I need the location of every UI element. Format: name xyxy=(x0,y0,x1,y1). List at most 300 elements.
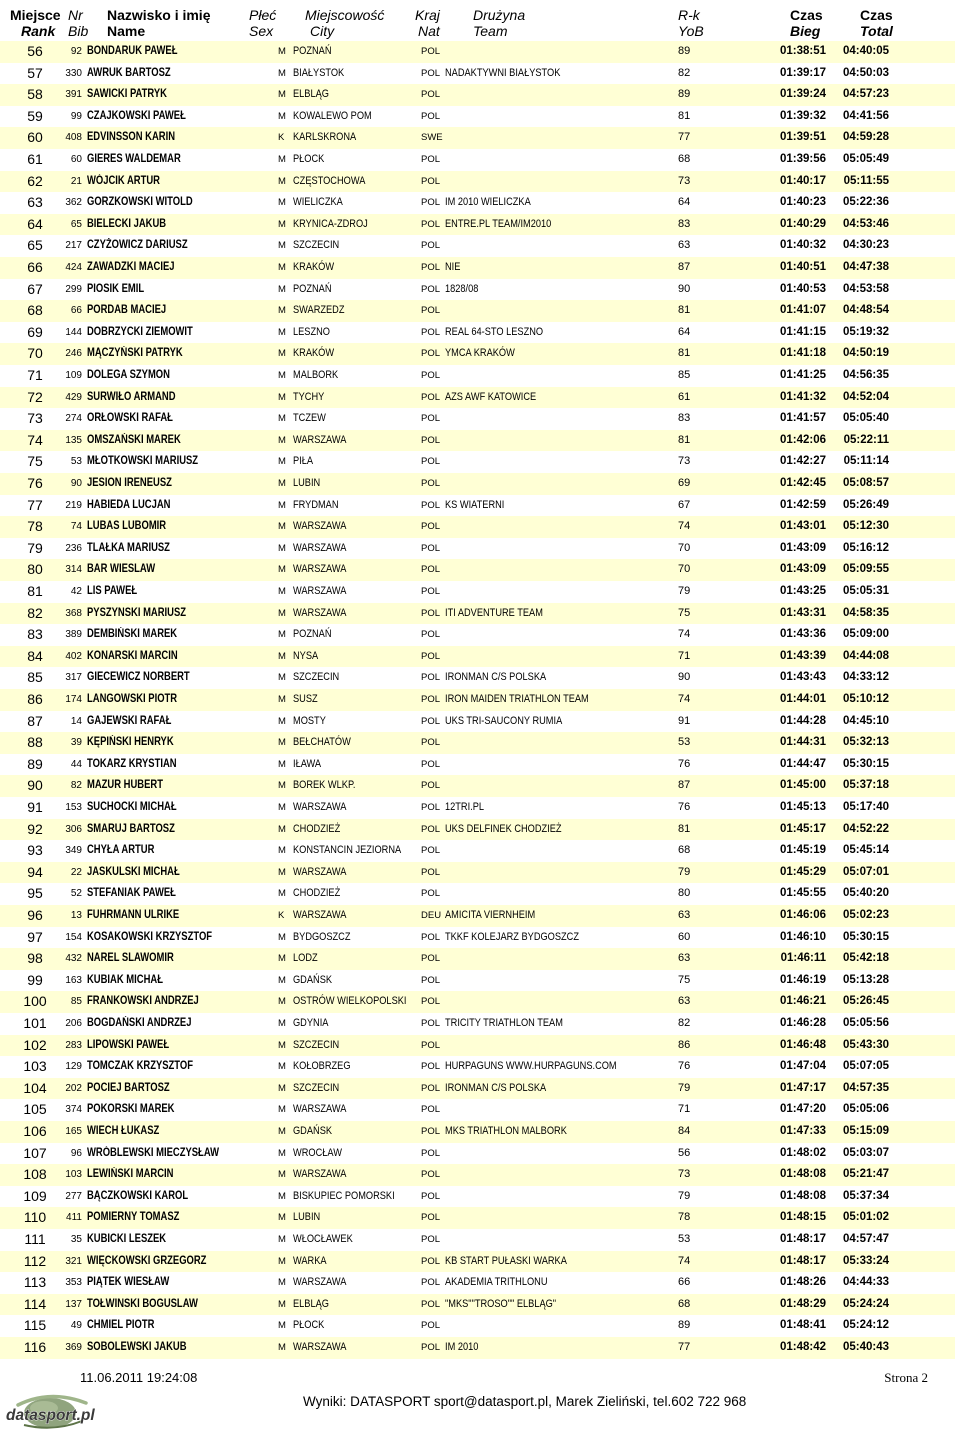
table-row xyxy=(0,732,955,754)
cell-yob: 74 xyxy=(678,693,691,705)
cell-bib: 90 xyxy=(70,478,82,489)
cell-city: SZCZECIN xyxy=(293,239,340,252)
cell-yob: 86 xyxy=(678,1038,691,1051)
cell-total: 05:01:02 xyxy=(842,1211,889,1224)
cell-total: 05:05:40 xyxy=(842,412,889,425)
cell-bib: 153 xyxy=(65,802,82,813)
cell-rank: 114 xyxy=(23,1295,47,1312)
cell-bib: 236 xyxy=(65,542,82,554)
cell-bib: 408 xyxy=(65,132,82,144)
cell-total: 05:05:31 xyxy=(842,585,889,597)
cell-bib: 330 xyxy=(65,67,82,79)
cell-total: 04:52:04 xyxy=(842,390,889,403)
table-row xyxy=(0,1164,955,1186)
cell-yob: 76 xyxy=(678,801,691,813)
header-label-en: Team xyxy=(473,23,508,39)
cell-name: AWRUK BARTOSZ xyxy=(87,66,171,79)
cell-yob: 63 xyxy=(678,239,691,252)
cell-rank: 112 xyxy=(23,1252,47,1269)
cell-bib: 109 xyxy=(65,370,82,381)
cell-team: MKS TRIATHLON MALBORK xyxy=(445,1125,567,1137)
cell-team: NIE xyxy=(445,261,461,273)
cell-city: BISKUPIEC POMORSKI xyxy=(293,1189,395,1202)
table-row xyxy=(0,1056,955,1078)
cell-nat: DEU xyxy=(421,910,442,921)
cell-total: 05:05:56 xyxy=(842,1017,889,1029)
cell-city: LODZ xyxy=(293,952,318,965)
cell-name: KONARSKI MARCIN xyxy=(87,649,178,662)
cell-team: NADAKTYWNI BIAŁYSTOK xyxy=(445,66,561,79)
cell-nat: POL xyxy=(421,1039,441,1051)
cell-bib: 411 xyxy=(66,1212,82,1224)
cell-nat: SWE xyxy=(421,132,443,144)
cell-bib: 154 xyxy=(65,931,82,943)
cell-city: KRAKÓW xyxy=(293,261,335,273)
cell-nat: POL xyxy=(421,607,441,619)
cell-name: WÓJCIK ARTUR xyxy=(87,174,160,187)
cell-name: FUHRMANN ULRIKE xyxy=(87,909,180,921)
cell-bieg: 01:46:48 xyxy=(779,1038,826,1051)
table-row xyxy=(0,365,955,387)
cell-total: 05:42:18 xyxy=(842,952,889,965)
cell-sex: M xyxy=(278,1190,286,1202)
cell-city: WARSZAWA xyxy=(293,1341,347,1353)
cell-sex: M xyxy=(278,780,286,792)
cell-name: SOBOLEWSKI JAKUB xyxy=(87,1341,187,1353)
cell-bib: 362 xyxy=(65,197,82,209)
cell-rank: 61 xyxy=(27,151,43,167)
cell-rank: 68 xyxy=(27,302,43,319)
cell-name: ORŁOWSKI RAFAŁ xyxy=(87,412,173,425)
cell-rank: 67 xyxy=(27,280,43,297)
cell-nat: POL xyxy=(421,1104,441,1116)
cell-team: "MKS""TROSO"" ELBLĄG" xyxy=(445,1297,557,1310)
cell-sex: M xyxy=(278,110,286,122)
cell-yob: 70 xyxy=(678,563,691,576)
cell-total: 04:52:22 xyxy=(842,822,889,835)
cell-nat: POL xyxy=(421,564,441,576)
cell-total: 04:53:46 xyxy=(842,217,889,230)
cell-bib: 246 xyxy=(65,348,82,360)
cell-bieg: 01:45:55 xyxy=(779,887,826,900)
cell-yob: 76 xyxy=(678,1060,691,1073)
cell-city: WARSZAWA xyxy=(293,585,347,597)
cell-city: SZCZECIN xyxy=(293,1038,340,1051)
cell-total: 04:50:03 xyxy=(842,66,889,79)
cell-rank: 66 xyxy=(27,259,43,275)
cell-nat: POL xyxy=(421,780,441,792)
header-label-en: Bib xyxy=(68,23,89,39)
cell-bieg: 01:43:09 xyxy=(779,541,826,554)
cell-bieg: 01:45:19 xyxy=(779,844,826,857)
cell-sex: M xyxy=(278,89,286,101)
cell-team: KB START PUŁASKI WARKA xyxy=(445,1254,567,1267)
cell-yob: 77 xyxy=(678,131,691,144)
cell-rank: 62 xyxy=(27,172,43,189)
cell-city: GDAŃSK xyxy=(293,1125,333,1137)
cell-sex: M xyxy=(278,866,286,878)
cell-bib: 60 xyxy=(70,154,82,165)
cell-bieg: 01:46:21 xyxy=(779,995,826,1008)
cell-sex: M xyxy=(278,1082,286,1094)
cell-nat: POL xyxy=(421,953,441,965)
cell-team: IM 2010 xyxy=(445,1341,479,1353)
cell-total: 05:11:14 xyxy=(843,455,889,468)
cell-yob: 68 xyxy=(678,153,691,165)
cell-yob: 74 xyxy=(678,628,691,641)
cell-bieg: 01:43:01 xyxy=(779,520,826,533)
cell-rank: 78 xyxy=(27,518,43,535)
cell-rank: 92 xyxy=(27,820,43,837)
cell-yob: 53 xyxy=(678,736,691,749)
cell-bib: 21 xyxy=(70,175,82,187)
cell-yob: 68 xyxy=(678,1297,691,1310)
cell-name: KUBICKI LESZEK xyxy=(87,1233,167,1245)
cell-city: CHODZIEŻ xyxy=(293,887,341,900)
cell-sex: M xyxy=(278,370,286,381)
cell-sex: M xyxy=(278,1342,286,1353)
table-row xyxy=(0,235,955,257)
cell-team: TRICITY TRIATHLON TEAM xyxy=(445,1017,563,1029)
cell-city: POZNAŃ xyxy=(293,45,332,57)
cell-bieg: 01:40:23 xyxy=(779,196,826,209)
cell-team: AZS AWF KATOWICE xyxy=(445,390,537,403)
cell-bieg: 01:41:32 xyxy=(779,390,826,403)
cell-total: 05:21:47 xyxy=(842,1168,889,1181)
cell-total: 04:47:38 xyxy=(842,261,889,273)
header-label-pl: Drużyna xyxy=(473,7,526,23)
cell-total: 05:16:12 xyxy=(842,541,889,554)
cell-nat: POL xyxy=(421,888,441,900)
cell-yob: 81 xyxy=(678,822,691,835)
cell-rank: 57 xyxy=(27,64,43,81)
cell-total: 05:10:12 xyxy=(842,693,889,705)
cell-yob: 77 xyxy=(678,1341,691,1353)
cell-total: 05:09:00 xyxy=(842,628,889,641)
cell-city: SZCZECIN xyxy=(293,671,340,684)
cell-name: CZAJKOWSKI PAWEŁ xyxy=(87,109,186,122)
header-label-en: Name xyxy=(107,23,146,39)
cell-team: UKS TRI-SAUCONY RUMIA xyxy=(445,714,563,727)
cell-bieg: 01:39:24 xyxy=(779,88,826,101)
cell-city: BOREK WLKP. xyxy=(293,779,356,792)
cell-bib: 53 xyxy=(70,456,82,468)
cell-total: 05:37:34 xyxy=(842,1189,889,1202)
cell-yob: 75 xyxy=(678,973,691,986)
cell-bieg: 01:40:17 xyxy=(779,174,826,187)
cell-bib: 49 xyxy=(70,1320,82,1332)
cell-yob: 91 xyxy=(678,714,691,727)
cell-team: IRON MAIDEN TRIATHLON TEAM xyxy=(445,693,589,705)
cell-rank: 83 xyxy=(27,626,43,643)
cell-name: BĄCZKOWSKI KAROL xyxy=(87,1189,189,1202)
cell-city: KOŁOBRZEG xyxy=(293,1060,351,1073)
cell-yob: 75 xyxy=(678,606,691,619)
cell-name: LEWIŃSKI MARCIN xyxy=(87,1168,174,1181)
cell-bieg: 01:44:31 xyxy=(779,736,826,749)
cell-total: 04:40:05 xyxy=(842,45,889,57)
cell-sex: M xyxy=(278,1126,286,1137)
cell-sex: M xyxy=(278,1104,286,1116)
cell-city: WARSZAWA xyxy=(293,1276,347,1289)
cell-team: IRONMAN C/S POLSKA xyxy=(445,1081,547,1094)
cell-rank: 109 xyxy=(23,1187,47,1204)
cell-sex: M xyxy=(278,326,286,338)
header-label-en: YoB xyxy=(678,23,704,39)
cell-bieg: 01:40:32 xyxy=(779,239,826,252)
cell-sex: M xyxy=(278,1018,286,1029)
cell-sex: M xyxy=(278,650,286,662)
cell-rank: 80 xyxy=(27,561,43,578)
table-row xyxy=(0,84,955,106)
cell-rank: 77 xyxy=(27,496,43,513)
cell-sex: M xyxy=(278,456,286,468)
cell-total: 04:33:12 xyxy=(842,671,889,684)
cell-sex: M xyxy=(278,931,286,943)
cell-total: 05:40:43 xyxy=(842,1341,889,1353)
table-row xyxy=(0,603,955,625)
cell-bib: 368 xyxy=(65,607,82,619)
cell-bieg: 01:47:17 xyxy=(779,1081,826,1094)
table-row xyxy=(0,1294,955,1316)
cell-yob: 78 xyxy=(678,1211,691,1224)
cell-sex: M xyxy=(278,1234,286,1245)
cell-bib: 137 xyxy=(65,1298,82,1310)
cell-team: 1828/08 xyxy=(445,282,479,295)
cell-rank: 64 xyxy=(27,215,43,232)
table-row xyxy=(0,1121,955,1143)
cell-total: 04:48:54 xyxy=(842,304,889,317)
cell-nat: POL xyxy=(421,456,441,468)
cell-rank: 71 xyxy=(27,367,43,383)
cell-yob: 67 xyxy=(678,498,691,511)
cell-city: CZĘSTOCHOWA xyxy=(293,174,366,187)
cell-bib: 174 xyxy=(65,694,82,705)
cell-yob: 64 xyxy=(678,196,691,209)
cell-nat: POL xyxy=(421,370,441,381)
cell-nat: POL xyxy=(421,240,441,252)
table-row xyxy=(0,991,955,1013)
cell-city: OSTRÓW WIELKOPOLSKI xyxy=(293,995,407,1008)
cell-nat: POL xyxy=(421,1255,441,1267)
cell-bieg: 01:48:17 xyxy=(779,1233,826,1245)
table-row xyxy=(0,948,955,970)
cell-rank: 115 xyxy=(23,1317,47,1334)
cell-name: PORDAB MACIEJ xyxy=(87,304,167,317)
cell-sex: M xyxy=(278,67,286,79)
cell-name: CHMIEL PIOTR xyxy=(87,1319,155,1332)
cell-sex: M xyxy=(278,154,286,165)
cell-yob: 89 xyxy=(678,88,691,101)
cell-rank: 95 xyxy=(27,885,43,902)
cell-yob: 71 xyxy=(678,649,691,662)
cell-city: KRYNICA-ZDROJ xyxy=(293,217,368,230)
cell-name: BONDARUK PAWEŁ xyxy=(87,45,178,57)
cell-bib: 163 xyxy=(65,974,82,986)
cell-rank: 69 xyxy=(27,323,43,340)
table-row xyxy=(0,1013,955,1035)
table-row xyxy=(0,473,955,495)
cell-sex: M xyxy=(278,413,286,425)
cell-total: 04:56:35 xyxy=(842,369,889,381)
cell-total: 05:37:18 xyxy=(842,779,889,792)
cell-nat: POL xyxy=(421,586,441,597)
table-row xyxy=(0,1099,955,1121)
cell-yob: 81 xyxy=(678,433,691,446)
cell-sex: M xyxy=(278,1147,286,1159)
header-label-en: Rank xyxy=(21,23,56,39)
cell-total: 04:44:08 xyxy=(842,649,889,662)
cell-nat: POL xyxy=(421,1212,441,1224)
cell-bib: 39 xyxy=(70,737,82,749)
cell-sex: M xyxy=(278,694,286,705)
cell-bieg: 01:45:17 xyxy=(779,822,826,835)
cell-nat: POL xyxy=(421,1190,441,1202)
cell-nat: POL xyxy=(421,672,441,684)
cell-bib: 85 xyxy=(70,996,82,1008)
cell-bieg: 01:43:09 xyxy=(779,563,826,576)
cell-total: 04:57:35 xyxy=(842,1081,889,1094)
cell-bib: 135 xyxy=(65,434,82,446)
cell-nat: POL xyxy=(421,478,441,489)
cell-yob: 84 xyxy=(678,1125,691,1137)
cell-sex: M xyxy=(278,46,286,57)
cell-bieg: 01:43:39 xyxy=(779,649,826,662)
cell-nat: POL xyxy=(421,434,441,446)
table-row xyxy=(0,41,955,63)
cell-nat: POL xyxy=(421,1147,441,1159)
table-row xyxy=(0,559,955,581)
cell-bieg: 01:39:32 xyxy=(779,109,826,122)
cell-bieg: 01:41:18 xyxy=(779,347,826,360)
cell-name: BOGDAŃSKI ANDRZEJ xyxy=(87,1017,192,1029)
cell-bieg: 01:46:10 xyxy=(779,930,826,943)
cell-nat: POL xyxy=(421,175,441,187)
results-table-body xyxy=(0,41,955,1359)
cell-yob: 63 xyxy=(678,995,691,1008)
cell-name: ZAWADZKI MACIEJ xyxy=(87,261,175,273)
cell-sex: M xyxy=(278,802,286,813)
cell-city: ELBLĄG xyxy=(293,1297,329,1310)
table-row xyxy=(0,862,955,884)
table-row xyxy=(0,1251,955,1273)
cell-bib: 432 xyxy=(65,953,82,965)
cell-nat: POL xyxy=(421,1234,441,1245)
cell-bib: 65 xyxy=(70,218,82,230)
cell-team: 12TRI.PL xyxy=(445,801,485,813)
cell-sex: M xyxy=(278,607,286,619)
cell-bib: 82 xyxy=(70,780,82,792)
cell-bib: 202 xyxy=(65,1082,82,1094)
cell-bib: 219 xyxy=(65,499,82,511)
cell-bib: 13 xyxy=(70,910,82,921)
cell-bib: 96 xyxy=(70,1147,82,1159)
cell-name: STEFANIAK PAWEŁ xyxy=(87,887,176,900)
cell-yob: 73 xyxy=(678,1168,691,1181)
cell-bieg: 01:43:36 xyxy=(779,628,826,641)
cell-team: YMCA KRAKÓW xyxy=(445,347,515,360)
cell-yob: 81 xyxy=(678,304,691,317)
table-row xyxy=(0,149,955,171)
results-credits: Wyniki: DATASPORT sport@datasport.pl, Marek Zieliński, tel.602 722 968 xyxy=(303,1394,747,1409)
cell-total: 05:09:55 xyxy=(842,563,889,576)
cell-nat: POL xyxy=(421,1082,441,1094)
cell-nat: POL xyxy=(421,1320,441,1332)
cell-bieg: 01:43:31 xyxy=(779,606,826,619)
cell-total: 04:50:19 xyxy=(842,347,889,360)
cell-bib: 14 xyxy=(70,715,82,727)
cell-name: POKORSKI MAREK xyxy=(87,1103,175,1116)
cell-yob: 83 xyxy=(678,217,691,230)
header-label-en: Sex xyxy=(249,23,274,39)
cell-nat: POL xyxy=(421,845,441,857)
cell-team: AMICITA VIERNHEIM xyxy=(445,909,536,921)
cell-nat: POL xyxy=(421,67,441,79)
cell-sex: M xyxy=(278,262,286,273)
cell-bib: 424 xyxy=(65,262,82,273)
table-row xyxy=(0,343,955,365)
cell-rank: 96 xyxy=(27,907,43,923)
cell-bib: 99 xyxy=(70,110,82,122)
cell-name: JASKULSKI MICHAŁ xyxy=(87,865,180,878)
cell-bib: 402 xyxy=(65,650,82,662)
cell-rank: 75 xyxy=(27,453,43,470)
cell-city: WARSZAWA xyxy=(293,865,347,878)
cell-bieg: 01:48:08 xyxy=(779,1189,826,1202)
header-label-pl: Czas xyxy=(790,7,823,23)
cell-bib: 389 xyxy=(65,629,82,641)
cell-name: TOŁWINSKI BOGUSLAW xyxy=(87,1297,198,1310)
cell-city: WŁOCŁAWEK xyxy=(293,1233,353,1245)
table-row xyxy=(0,927,955,949)
cell-nat: POL xyxy=(421,802,441,813)
table-row xyxy=(0,538,955,560)
cell-rank: 76 xyxy=(27,475,43,491)
globe-icon xyxy=(4,1392,98,1430)
cell-name: LIS PAWEŁ xyxy=(87,585,138,597)
cell-nat: POL xyxy=(421,758,441,770)
cell-city: WARKA xyxy=(293,1254,327,1267)
table-row xyxy=(0,171,955,193)
cell-name: HABIEDA LUCJAN xyxy=(87,498,171,511)
cell-name: JESION IRENEUSZ xyxy=(87,477,172,489)
table-row xyxy=(0,754,955,776)
cell-bieg: 01:46:28 xyxy=(779,1017,826,1029)
header-label-en: City xyxy=(310,23,335,39)
cell-nat: POL xyxy=(421,715,441,727)
header-label-pl: Płeć xyxy=(249,7,277,23)
cell-team: ENTRE.PL TEAM/IM2010 xyxy=(445,217,552,230)
cell-city: PIŁA xyxy=(293,455,314,468)
cell-city: GDAŃSK xyxy=(293,973,333,986)
cell-nat: POL xyxy=(421,348,441,360)
cell-name: PIĄTEK WIESŁAW xyxy=(87,1276,170,1289)
cell-bib: 144 xyxy=(65,326,82,338)
cell-name: WRÓBLEWSKI MIECZYSŁAW xyxy=(87,1146,220,1159)
cell-bib: 274 xyxy=(65,413,82,425)
cell-city: WARSZAWA xyxy=(293,606,347,619)
cell-sex: M xyxy=(278,1298,286,1310)
cell-rank: 89 xyxy=(27,755,43,772)
cell-sex: M xyxy=(278,218,286,230)
cell-city: WARSZAWA xyxy=(293,1168,347,1181)
cell-bieg: 01:44:01 xyxy=(779,693,826,705)
cell-rank: 85 xyxy=(27,669,43,686)
table-row xyxy=(0,1229,955,1251)
cell-bieg: 01:40:29 xyxy=(779,217,826,230)
cell-nat: POL xyxy=(421,283,441,295)
cell-yob: 61 xyxy=(678,390,691,403)
